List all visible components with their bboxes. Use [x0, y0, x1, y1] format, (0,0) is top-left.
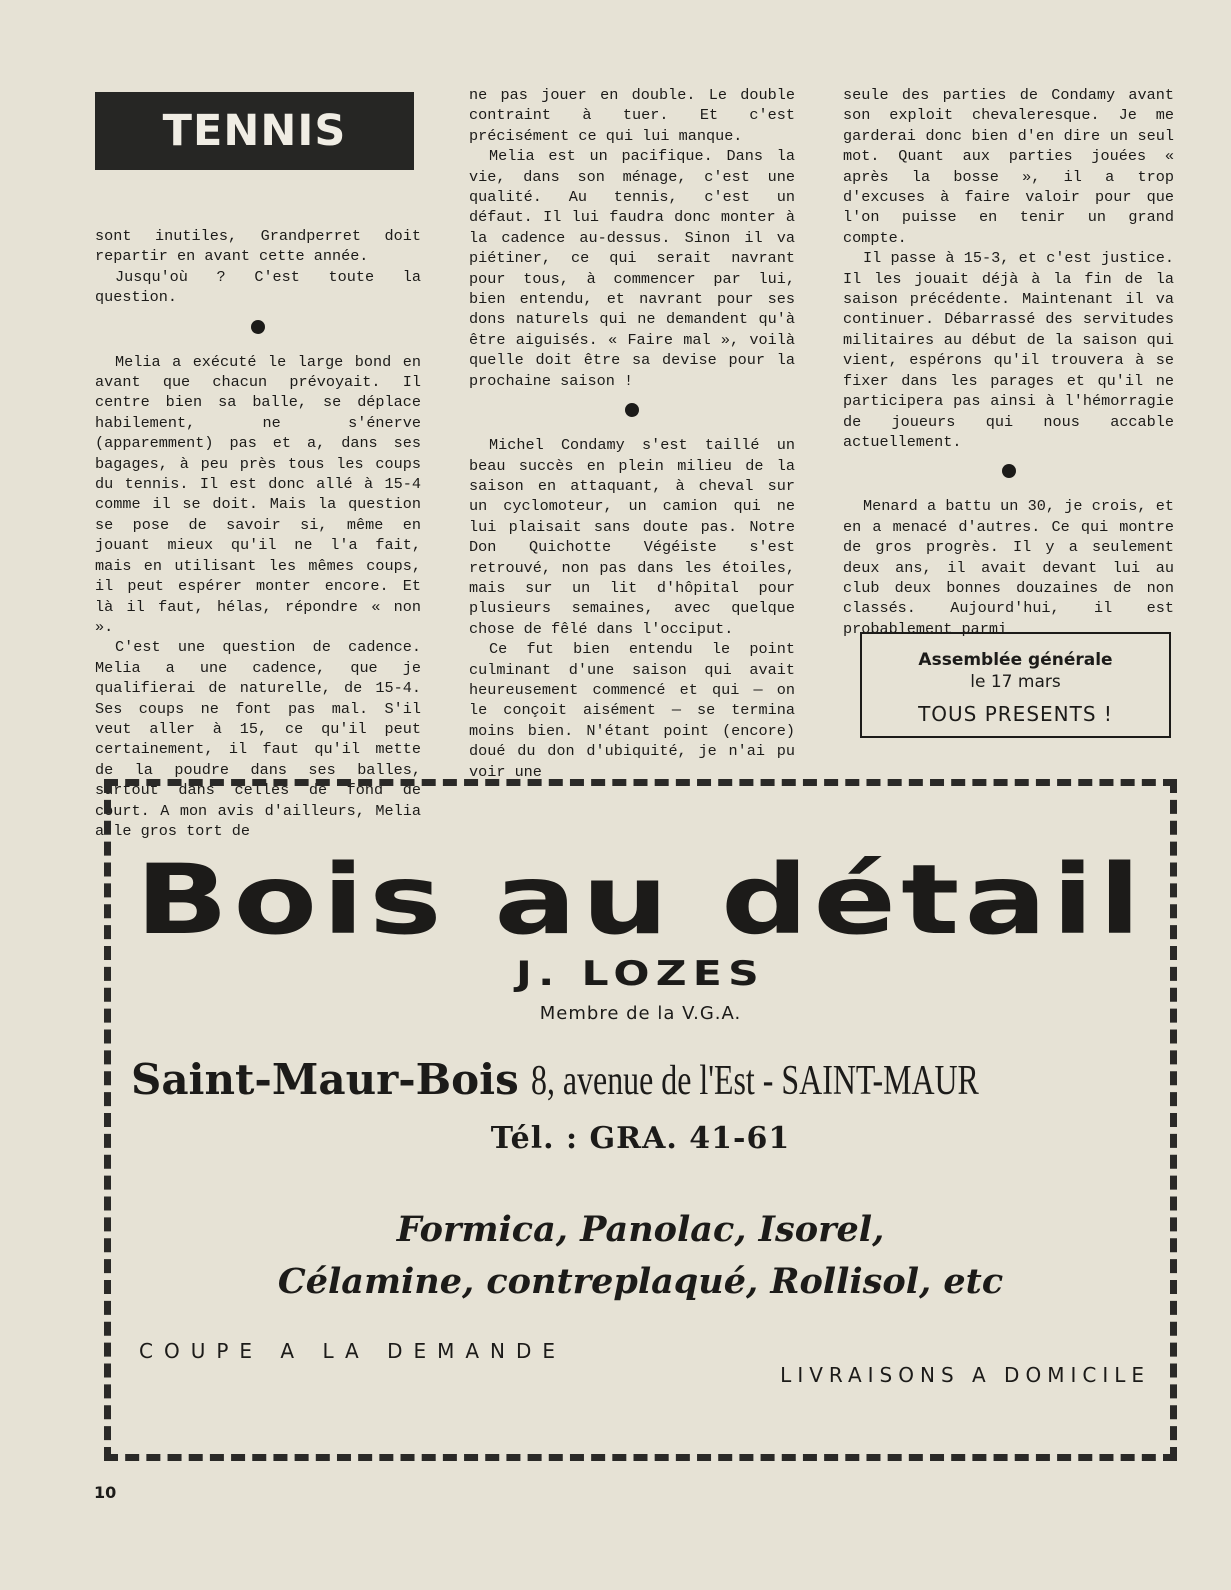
paragraph: Menard a battu un 30, je crois, et en a menacé d'autres. Ce qui montre de gros progrès. Il y a seulement deux ans, il avait devant lui au club deux bonnes douzaines de non classés. Aujourd'hui, il est probablement parmi	[843, 497, 1174, 638]
section-title-banner	[95, 92, 414, 170]
paragraph: seule des parties de Condamy avant son exploit chevaleresque. Je me garderai donc bien d'en dire un seul mot. Quant aux parties jouées « après la bosse », il a trop d'excuses à faire valoir pour que l'on puisse en tenir un grand compte.	[843, 86, 1174, 247]
ad-owner: J. LOZES	[516, 954, 765, 994]
paragraph: Michel Condamy s'est taillé un beau succès en plein milieu de la saison en attaquant, à cheval sur un cyclomoteur, un camion qui ne lui plaisait sans doute pas. Notre Don Quichotte Végéiste s'est retrouvé, non pas dans les étoiles, mais sur un lit d'hôpital pour plusieurs semaines, avec quelque chose de fêlé dans l'occiput.	[469, 436, 795, 638]
paragraph: Melia est un pacifique. Dans la vie, dans son ménage, c'est une qualité. Au tennis, c'est un défaut. Il lui faudra donc monter à la cadence au-dessus. Sinon il va piétiner, ce qui serait navrant pour tous, à commencer par lui, bien entendu, et navrant pour ses dons naturels qui ne demandent qu'à être aiguisés. « Faire mal », voilà quelle doit être sa devise pour la prochaine saison !	[469, 147, 795, 390]
ad-membership: Membre de la V.G.A.	[539, 1003, 742, 1024]
paragraph: C'est une question de cadence. Melia a une cadence, que je qualifierai de naturelle, de 15-4. Ses coups ne font pas mal. S'il veut aller à 15, ce qu'il peut certainement, il faut qu'il mette de la poudre dans ses balles, surtout dans celles de fond de court. A mon avis d'ailleurs, Melia a le gros tort de	[95, 638, 421, 840]
section-bullet	[1002, 464, 1016, 478]
article-column-2	[469, 85, 795, 782]
ad-phone: Tél. : GRA. 41-61	[490, 1121, 791, 1156]
paragraph: Melia a exécuté le large bond en avant que chacun prévoyait. Il centre bien sa balle, se déplace habilement, ne s'énerve (apparemment) pas et a, dans ses bagages, à peu près tous les coups du tennis. Il est donc allé à 15-4 comme il se doit. Mais la question se pose de savoir si, même en jouant mieux qu'il ne l'a fait, mais en utilisant les mêmes coups, il peut espérer monter encore. Et là il faut, hélas, répondre « non ».	[95, 352, 421, 636]
paragraph: ne pas jouer en double. Le double contraint à tuer. Et c'est précisément ce qui lui manque.	[469, 86, 795, 145]
section-title: TENNIS	[162, 106, 347, 156]
ad-materials-line: Célamine, contreplaqué, Rollisol, etc	[277, 1261, 1004, 1302]
meeting-notice-box	[860, 632, 1171, 738]
article-column-3	[843, 85, 1174, 639]
advertisement	[104, 779, 1177, 1461]
paragraph: Jusqu'où ? C'est toute la question.	[95, 267, 421, 307]
notice-heading: Assemblée générale	[918, 650, 1113, 670]
notice-call: TOUS PRESENTS !	[918, 702, 1113, 726]
ad-service-delivery: LIVRAISONS A DOMICILE	[780, 1363, 1150, 1387]
ad-materials	[111, 1204, 1170, 1308]
ad-address-line	[131, 1055, 1120, 1105]
article-column-1	[95, 226, 421, 841]
page-number: 10	[94, 1483, 117, 1502]
ad-address: 8, avenue de l'Est - SAINT-MAUR	[530, 1058, 979, 1104]
ad-title: Bois au détail	[135, 844, 1146, 956]
paragraph: sont inutiles, Grandperret doit repartir en avant cette année.	[95, 227, 421, 266]
notice-date: le 17 mars	[970, 672, 1061, 692]
paragraph: Ce fut bien entendu le point culminant d'une saison qui avait heureusement commencé et qui — on le conçoit aisément — se termina moins bien. N'étant point (encore) doué du don d'ubiquité, je n'ai pu voir une	[469, 640, 795, 781]
ad-shop-name: Saint-Maur-Bois	[131, 1055, 519, 1104]
section-bullet	[625, 403, 639, 417]
ad-service-cut: COUPE A LA DEMANDE	[139, 1339, 567, 1363]
paragraph: Il passe à 15-3, et c'est justice. Il les jouait déjà à la fin de la saison précédente. Maintenant il va continuer. Débarrassé des servitudes militaires au début de la saison qui vient, espérons qu'il trouvera à se fixer dans les parages et qu'il ne participera pas ainsi à l'hémorragie de joueurs qui nous accable actuellement.	[843, 249, 1174, 451]
section-bullet	[251, 320, 265, 334]
ad-materials-line: Formica, Panolac, Isorel,	[396, 1209, 885, 1250]
